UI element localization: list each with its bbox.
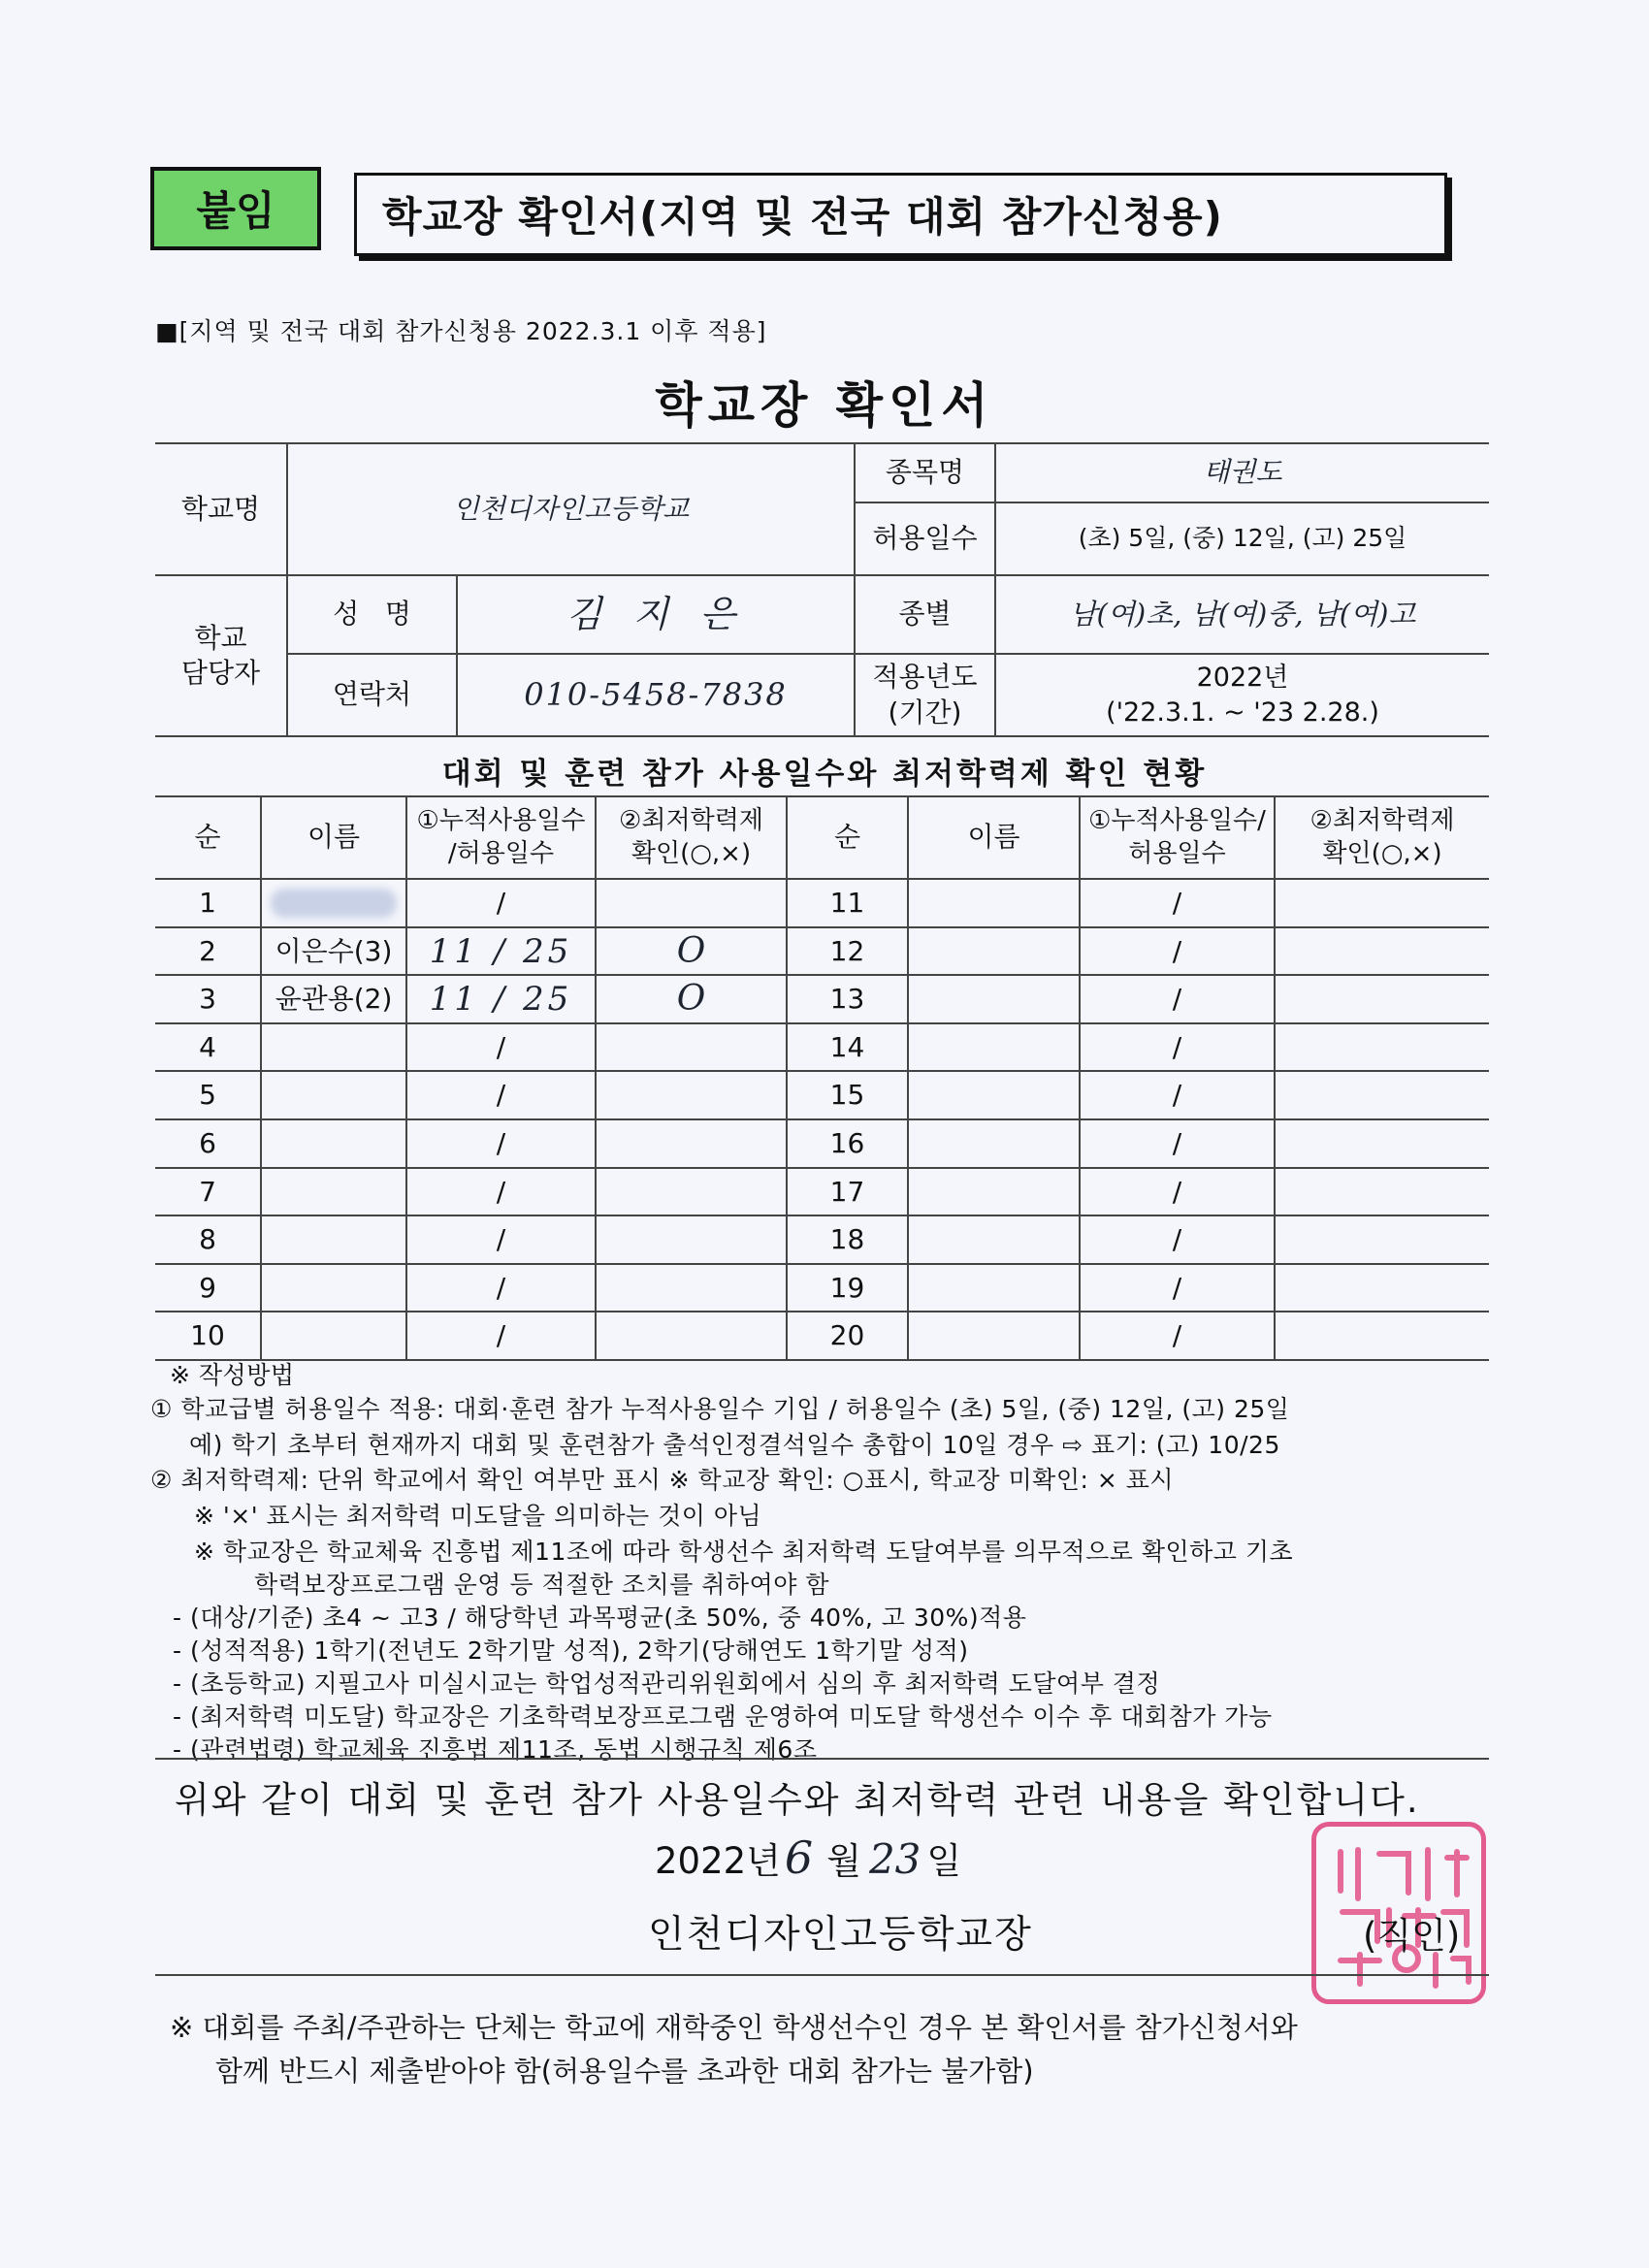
cumulative-days: /	[1172, 1175, 1182, 1208]
cumulative-days: /	[1172, 982, 1182, 1015]
student-name	[262, 1120, 405, 1167]
cumulative-days: /	[496, 1030, 506, 1063]
date-day-label: 일	[926, 1840, 962, 1882]
seal-label: (직인)	[1363, 1915, 1461, 1957]
period-label-line-1: 적용년도	[872, 661, 978, 694]
row-number: 11	[829, 886, 865, 919]
signature-date	[655, 1831, 961, 1884]
col-header-min-right-line-2: 확인(○,×)	[1322, 838, 1442, 868]
row-number: 4	[199, 1030, 216, 1063]
row-number: 2	[199, 934, 216, 967]
cumulative-days: /	[496, 1126, 506, 1159]
student-name	[909, 1312, 1079, 1359]
row-number: 1	[199, 886, 216, 919]
row-number: 17	[829, 1175, 865, 1208]
manager-name-value: 김 지 은	[566, 592, 746, 635]
col-header-min	[597, 797, 786, 878]
applicability-note: ■[지역 및 전국 대회 참가신청용 2022.3.1 이후 적용]	[155, 317, 767, 345]
date-day: 23	[868, 1835, 922, 1883]
min-academic-check	[1276, 928, 1489, 975]
cumulative-days: /	[1172, 886, 1182, 919]
row-number: 12	[829, 934, 865, 967]
student-name	[262, 1024, 405, 1071]
confirmation-statement: 위와 같이 대회 및 훈련 참가 사용일수와 최저학력 관련 내용을 확인합니다.	[175, 1779, 1420, 1821]
manager-label-line-1: 학교	[194, 621, 247, 654]
min-academic-check	[597, 1024, 786, 1071]
student-name: 윤관용(2)	[275, 982, 393, 1015]
instruction-line: ※ 작성방법	[170, 1361, 295, 1389]
row-number: 16	[829, 1126, 865, 1159]
row-number: 20	[829, 1318, 865, 1351]
student-name	[909, 1120, 1079, 1167]
min-academic-check	[1276, 1024, 1489, 1071]
col-header-days-line-1: ①누적사용일수	[416, 805, 586, 835]
manager-label-line-2: 담당자	[180, 657, 261, 689]
col-header-no-right: 순	[833, 821, 861, 854]
row-number: 3	[199, 982, 216, 1015]
gender-value: 남(여)초, 남(여)중, 남(여)고	[1069, 597, 1416, 631]
col-header-min-line-2: 확인(○,×)	[630, 838, 752, 868]
row-number: 5	[199, 1078, 216, 1111]
student-name	[262, 1072, 405, 1118]
min-academic-check	[1276, 1120, 1489, 1167]
page-title: 학교장 확인서	[655, 377, 994, 434]
cumulative-days: /	[1172, 1126, 1182, 1159]
sport-value: 태권도	[1203, 456, 1282, 489]
allowed-days-value: (초) 5일, (중) 12일, (고) 25일	[1078, 524, 1407, 553]
row-number: 18	[829, 1222, 865, 1255]
col-header-min-right	[1276, 797, 1489, 878]
student-name	[262, 1265, 405, 1312]
instruction-line: - (대상/기준) 초4 ~ 고3 / 해당학년 과목평균(초 50%, 중 40%, 고 30%)적용	[173, 1604, 1027, 1632]
instruction-line: - (관련법령) 학교체육 진흥법 제11조, 동법 시행규칙 제6조	[173, 1735, 818, 1764]
student-name	[909, 1265, 1079, 1312]
sport-label: 종목명	[885, 456, 965, 489]
cumulative-days: 11 / 25	[429, 979, 573, 1019]
instruction-line: ※ 학교장은 학교체육 진흥법 제11조에 따라 학생선수 최저학력 도달여부를 의무적으로 확인하고 기초	[194, 1538, 1294, 1566]
school-name-value: 인천디자인고등학교	[452, 492, 690, 525]
student-name	[909, 1216, 1079, 1263]
instruction-line: - (최저학력 미도달) 학교장은 기초학력보장프로그램 운영하여 미도달 학생선수 이수 후 대회참가 가능	[173, 1702, 1273, 1731]
student-name	[909, 928, 1079, 975]
col-header-days	[407, 797, 595, 878]
min-academic-check: O	[676, 978, 706, 1019]
min-academic-check	[1276, 1169, 1489, 1215]
manager-name-label: 성 명	[333, 598, 411, 631]
col-header-name: 이름	[307, 821, 361, 854]
min-academic-check	[597, 1312, 786, 1359]
min-academic-check	[597, 1216, 786, 1263]
min-academic-check	[1276, 1072, 1489, 1118]
cumulative-days: /	[496, 1222, 506, 1255]
min-academic-check	[1276, 880, 1489, 926]
row-number: 15	[829, 1078, 865, 1111]
row-number: 7	[199, 1175, 216, 1208]
redacted-name	[262, 880, 405, 926]
instruction-line: ② 최저학력제: 단위 학교에서 확인 여부만 표시 ※ 학교장 확인: ○표시, 학교장 미확인: × 표시	[150, 1466, 1175, 1494]
col-header-days-line-2: /허용일수	[447, 838, 555, 868]
row-number: 13	[829, 982, 865, 1015]
row-number: 19	[829, 1271, 865, 1304]
cumulative-days: /	[496, 1175, 506, 1208]
min-academic-check	[597, 1265, 786, 1312]
row-number: 10	[190, 1318, 225, 1351]
date-year: 2022년	[655, 1840, 781, 1882]
instruction-line: - (성적적용) 1학기(전년도 2학기말 성적), 2학기(당해연도 1학기말 성적)	[173, 1636, 969, 1665]
cumulative-days: /	[496, 1318, 506, 1351]
instruction-line: ① 학교급별 허용일수 적용: 대회·훈련 참가 누적사용일수 기입 / 허용일수 (초) 5일, (중) 12일, (고) 25일	[150, 1395, 1290, 1423]
cumulative-days: /	[496, 1078, 506, 1111]
document-header-title: 학교장 확인서(지역 및 전국 대회 참가신청용)	[354, 173, 1447, 256]
col-header-min-right-line-1: ②최저학력제	[1310, 805, 1455, 835]
row-number: 8	[199, 1222, 216, 1255]
date-month-label: 월	[826, 1840, 861, 1882]
cumulative-days: /	[1172, 1222, 1182, 1255]
min-academic-check	[597, 1169, 786, 1215]
min-academic-check	[597, 880, 786, 926]
row-number: 9	[199, 1271, 216, 1304]
col-header-min-line-1: ②최저학력제	[619, 805, 763, 835]
cumulative-days: /	[1172, 1078, 1182, 1111]
period-label	[856, 655, 994, 735]
footnote-line-1: ※ 대회를 주최/주관하는 단체는 학교에 재학중인 학생선수인 경우 본 확인서를 참가신청서와	[170, 2011, 1298, 2044]
student-name	[262, 1216, 405, 1263]
cumulative-days: /	[496, 1271, 506, 1304]
contact-value: 010-5458-7838	[524, 675, 788, 713]
min-academic-check: O	[676, 930, 706, 971]
cumulative-days: /	[1172, 1030, 1182, 1063]
min-academic-check	[1276, 1312, 1489, 1359]
min-academic-check	[597, 1072, 786, 1118]
col-header-name-right: 이름	[967, 821, 1020, 854]
cumulative-days: /	[1172, 1318, 1182, 1351]
instruction-line: ※ '×' 표시는 최저학력 미도달을 의미하는 것이 아님	[194, 1502, 762, 1530]
min-academic-check	[1276, 976, 1489, 1022]
student-name	[909, 880, 1079, 926]
col-header-days-right-line-2: 허용일수	[1128, 838, 1226, 868]
min-academic-check	[1276, 1216, 1489, 1263]
row-number: 6	[199, 1126, 216, 1159]
school-name-label: 학교명	[180, 492, 261, 525]
cumulative-days: /	[1172, 1271, 1182, 1304]
date-month: 6	[784, 1831, 814, 1884]
col-header-days-right	[1081, 797, 1274, 878]
student-name	[909, 1072, 1079, 1118]
principal-name: 인천디자인고등학교장	[648, 1913, 1033, 1957]
student-name: 이은수(3)	[275, 934, 393, 967]
row-number: 14	[829, 1030, 865, 1063]
attachment-badge	[150, 167, 321, 250]
student-name	[909, 1169, 1079, 1215]
student-name	[262, 1169, 405, 1215]
cumulative-days: /	[1172, 934, 1182, 967]
student-name	[262, 1312, 405, 1359]
redaction-blur	[271, 889, 397, 918]
student-name	[909, 1024, 1079, 1071]
gender-label: 종별	[898, 598, 952, 631]
min-academic-check	[597, 1120, 786, 1167]
period-value	[996, 655, 1489, 735]
min-academic-check	[1276, 1265, 1489, 1312]
instruction-line: 예) 학기 초부터 현재까지 대회 및 훈련참가 출석인정결석일수 총합이 10일 경우 ⇨ 표기: (고) 10/25	[189, 1431, 1280, 1459]
manager-label	[155, 576, 286, 735]
period-label-line-2: (기간)	[888, 696, 962, 729]
col-header-days-right-line-1: ①누적사용일수/	[1088, 805, 1266, 835]
student-name	[909, 976, 1079, 1022]
allowed-days-label: 허용일수	[872, 522, 978, 555]
section-title: 대회 및 훈련 참가 사용일수와 최저학력제 확인 현황	[441, 757, 1208, 792]
col-header-no: 순	[194, 821, 221, 854]
period-year: 2022년	[1196, 663, 1289, 694]
cumulative-days: /	[496, 886, 506, 919]
footnote-line-2: 함께 반드시 제출받아야 함(허용일수를 초과한 대회 참가는 불가함)	[215, 2055, 1034, 2088]
instruction-line: 학력보장프로그램 운영 등 적절한 조치를 취하여야 함	[254, 1571, 829, 1599]
instruction-line: - (초등학교) 지필고사 미실시교는 학업성적관리위원회에서 심의 후 최저학력 도달여부 결정	[173, 1669, 1161, 1698]
period-range: ('22.3.1. ~ '23 2.28.)	[1106, 697, 1379, 728]
contact-label: 연락처	[332, 678, 412, 711]
attachment-badge-label: 붙임	[196, 187, 275, 235]
cumulative-days: 11 / 25	[429, 931, 573, 971]
